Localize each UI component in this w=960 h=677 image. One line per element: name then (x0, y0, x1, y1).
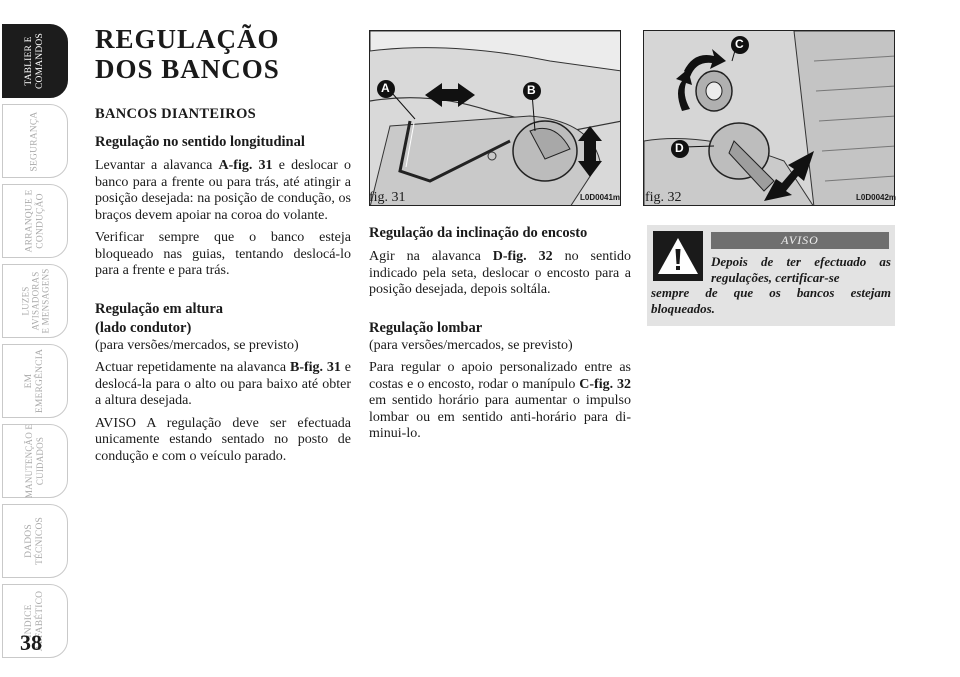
text: Para regular o apoio personalizado entre as costas e o encosto, rodar o manípulo (369, 360, 631, 392)
column-middle (369, 224, 631, 443)
tab-em-emergencia[interactable] (2, 344, 68, 418)
tab-tablier-comandos[interactable] (2, 24, 68, 98)
page-title (95, 24, 351, 84)
text: Actuar repetidamente na alavanca (95, 360, 290, 375)
heading-height (95, 300, 351, 338)
figure-31-caption: fig. 31 (369, 190, 406, 205)
text: e deslocá-la para o alto ou para baixo até obter a altura desejada. (95, 360, 351, 408)
figure-reference: B-fig. 31 (290, 360, 341, 375)
title-line-1: REGULAÇÃO (95, 24, 280, 54)
figure-31 (369, 30, 621, 206)
tab-label: ARRANQUE E CONDUÇÃO (24, 189, 45, 253)
tab-manutencao-cuidados[interactable] (2, 424, 68, 498)
text: em sentido horário para aumentar o impulso lombar ou em sentido anti-horário para diminui-lo. (369, 393, 631, 441)
page-number: 38 (20, 630, 42, 655)
paragraph-height (95, 360, 351, 410)
paragraph-longitudinal (95, 158, 351, 224)
figure-reference: D-fig. 32 (492, 249, 553, 264)
tab-label: TABLIER E COMANDOS (23, 33, 45, 89)
label-a: A (381, 81, 390, 95)
text: no sentido indicado pela seta, deslocar o encosto para a posição desejada, depois soltála. (369, 249, 631, 297)
note-versions: (para versões/mercados, se previsto) (95, 337, 299, 353)
title-line-2: DOS BANCOS (95, 54, 280, 84)
tab-label: SEGURANÇA (29, 111, 40, 171)
tab-arranque-conducao[interactable] (2, 184, 68, 258)
label-c: C (735, 37, 744, 51)
paragraph-notice: AVISO A regulação deve ser efectuada unicamente estando sentado no posto de condução e com o veículo parado. (95, 415, 351, 464)
tab-label: DADOS TÉCNICOS (24, 516, 45, 566)
tab-dados-tecnicos[interactable] (2, 504, 68, 578)
warning-text-line1: Depois de ter efectuado as regulações, certificar-se (711, 254, 891, 285)
text: Agir na alavanca (369, 249, 493, 264)
tab-luzes-avisadoras[interactable] (2, 264, 68, 338)
heading-lumbar: Regulação lombar (369, 319, 483, 336)
warning-title: AVISO (711, 232, 889, 249)
figure-31-code: L0D0041m (580, 193, 621, 202)
note-versions: (para versões/mercados, se previsto) (369, 337, 573, 353)
text: e deslocar o banco para a frente ou para trás, até atingir a posição desejada: na posição de condução, os braços devem apoiar na coroa do volante. (95, 158, 351, 223)
warning-text (651, 254, 891, 316)
label-d: D (675, 141, 684, 155)
warning-box (647, 225, 895, 326)
paragraph-inclination (369, 249, 631, 299)
tab-label: LUZES AVISADORAS E MENSAGENS (20, 268, 50, 334)
heading-inclination: Regulação da inclinação do encosto (369, 225, 588, 241)
figure-reference: C-fig. 32 (579, 376, 631, 392)
warning-text-rest: sempre de que os bancos estejam bloqueados. (651, 285, 891, 316)
tab-label: ÍNDICE ALFABÉTICO (24, 590, 45, 652)
figure-32-code: L0D0042m (856, 193, 897, 202)
section-heading: BANCOS DIANTEIROS (95, 106, 257, 122)
heading-height-line1: Regulação em altura (95, 300, 224, 317)
tab-label: EM EMERGÊNCIA (24, 348, 45, 414)
paragraph-check: Verificar sempre que o banco esteja bloqueado nas guias, tentando deslocá-lo para a frente e para trás. (95, 230, 351, 278)
figure-32-caption: fig. 32 (645, 190, 682, 205)
heading-height-line2: (lado condutor) (95, 319, 192, 336)
seat-knob-illustration (644, 31, 895, 206)
tab-seguranca[interactable] (2, 104, 68, 178)
tab-label: MANUTENÇÃO E CUIDADOS (24, 423, 45, 499)
text: Levantar a alavanca (95, 158, 219, 173)
column-left (95, 24, 351, 465)
figure-reference: A-fig. 31 (218, 158, 273, 173)
seat-lever-illustration (370, 31, 621, 206)
label-b: B (527, 83, 536, 97)
figure-32 (643, 30, 895, 206)
heading-longitudinal: Regulação no sentido longitudinal (95, 134, 305, 150)
paragraph-lumbar (369, 360, 631, 443)
